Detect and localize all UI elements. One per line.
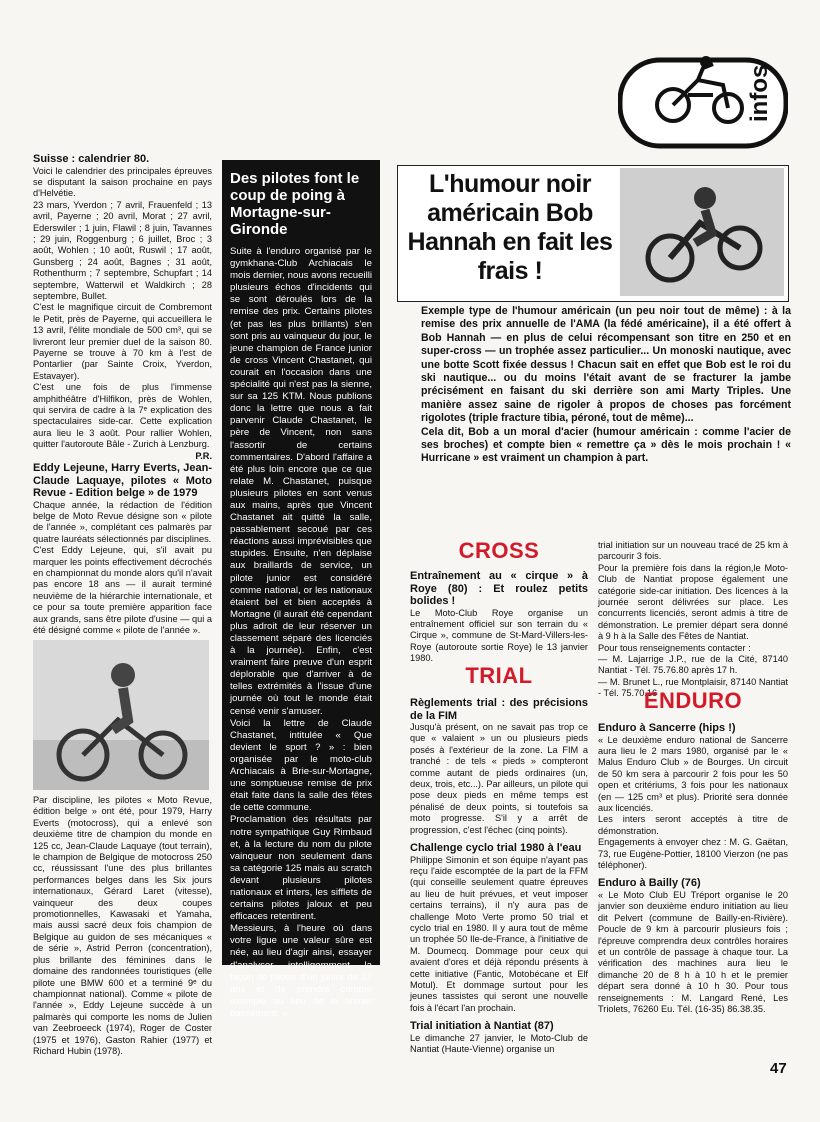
paragraph: trial initiation sur un nouveau tracé de 25 km à parcourir 3 fois. <box>598 540 788 562</box>
section-cross: CROSS <box>458 538 540 563</box>
headline-bailly: Enduro à Bailly (76) <box>598 877 701 890</box>
column-cross <box>410 570 588 665</box>
paragraph: C'est le magnifique circuit de Combremont le Petit, près de Payerne, qui accueillera le 13 avril, l'élite mondiale de 500 cm³, qui se livreront leur premier duel de la saison 80. Payerne se trouve à 70 km à l'est de Pontarlier (par Sainte Croix, Yverdon, Estavayer). <box>33 302 212 381</box>
paragraph: Engagements à envoyer chez : M. G. Gaëtan, 73, rue Eugène-Pottier, 18100 Vierzon (ne pas téléphoner). <box>598 837 788 870</box>
paragraph: Voici le calendrier des principales épreuves se disputant la saison prochaine en pays d'Helvétie. <box>33 165 212 199</box>
column-enduro <box>598 722 788 1015</box>
headline-mortagne: Des pilotes font le coup de poing à Mortagne-sur-Gironde <box>230 170 360 238</box>
paragraph: C'est une fois de plus l'immense amphithéâtre d'Hilfikon, près de Wohlen, qui servira de cadre à la 7ᵉ explication des spectaculaires side-car. Cette explication aura lieu le 3 août. Pour rallier Wohlen, quitter l'autoroute Bâle - Zurich à Lenzburg. <box>33 382 212 450</box>
column-nantiat <box>598 540 788 700</box>
headline-bob-hannah: L'humour noir américain Bob Hannah en fait les frais ! <box>407 170 613 285</box>
paragraph: « Le deuxième enduro national de Sancerre aura lieu le 2 mars 1980, organisé par le « Malus Enduro Club » de Bourges. Un circuit de 50 km sera à parcourir 2 fois pour les 50 open et critériums, 3 fois pour les nationaux (en — 125 cm³ et plus). Priorité sera donnée aux licenciés. <box>598 734 788 813</box>
paragraph: « Le Moto Club EU Tréport organise le 20 janvier son deuxième enduro initiation au lieu dit Pelvert (commune de Bailly-en-Rivière). Poucle de 9 km à parcourir plusieurs fois ; l'épreuve comprendra deux contrôles horaires et un contrôle de passage à chaque tour. La vérification des machines aura lieu le dimanche 20 de 8 h à 10 h et le premier départ sera donné à 10 h 30. Pour tous renseignements : M. Langard René, Les Triolets, 76260 Eu. Tél. (16-35) 86.38.35. <box>598 889 788 1014</box>
paragraph: Pour la première fois dans la région,le Moto-Club de Nantiat propose également une catégorie side-car initiation. Des licences à la journée seront délivrées sur place. Les concurrents licenciés, seront admis à titre de démonstration. Le premier départ sera donné à 9 h à la Salle des Fêtes de Nantiat. <box>598 562 788 642</box>
headline-sancerre: Enduro à Sancerre (hips !) <box>598 722 736 734</box>
headline-cyclo-trial: Challenge cyclo trial 1980 à l'eau <box>410 842 582 855</box>
column-trial <box>410 697 588 1056</box>
paragraph: Jusqu'à présent, on ne savait pas trop ce que « valaient » un ou plusieurs pieds posés à l'extérieur de la zone. La FIM a tranché : de tels « pieds » compteront comme autant de pieds ordinaires (un, deux, trois, etc...). Par ailleurs, un pilote qui pose deux pieds en même temps est pénalisé de deux points, si toutefois sa moto progresse. S'il y a arrêt de progression, c'est l'échec (cinq points). <box>410 722 588 835</box>
paragraph: Philippe Simonin et son équipe n'ayant pas reçu l'aide escomptée de la part de la FFM (qui conseille seulement quatre épreuves au lieu de huit prévues, et veut imposer certains terrains), il n'y aura pas de challenge Moto Verte promo 50 trial et cyclo trial en 1980. Il y aura tout de même un trophée 50 Ile-de-France, à l'initiative de M. Doumecq. Dommage pour ceux qui avaient d'ores et déjà répondu présents à cette initiative (Fantic, Motobécane et Elf Motul). Et dommage surtout pour les jeunes tassistes qui seront une nouvelle fois à l'écart l'an prochain. <box>410 854 588 1013</box>
paragraph: Le dimanche 27 janvier, le Moto-Club de Nantiat (Haute-Vienne) organise un <box>410 1032 588 1055</box>
caption-belges <box>33 795 212 1057</box>
page-number: 47 <box>770 1060 787 1077</box>
headline-suisse: Suisse : calendrier 80. <box>33 153 150 165</box>
headline-roye: Entraînement au « cirque » à Roye (80) : Et roulez petits bolides ! <box>410 570 588 607</box>
paragraph: Les inters seront acceptés à titre de démonstration. <box>598 814 788 836</box>
paragraph: Le Moto-Club Roye organise un entraînement officiel sur son terrain du « Cirque », commune de St-Mard-Villers-les-Roye (autoroute sortie Roye) le 13 janvier 1980. <box>410 607 588 664</box>
headline-pilotes-belges: Eddy Lejeune, Harry Everts, Jean-Claude Laquaye, pilotes « Moto Revue - Edition belge » de 1979 <box>33 462 212 500</box>
paragraph: — M. Lajarrige J.P., rue de la Cité, 87140 Nantiat - Tél. 75.76.80 après 17 h. <box>598 654 788 676</box>
paragraph: Exemple type de l'humour américain (un peu noir tout de même) : à la remise des prix annuelle de l'AMA (la fédé américaine), il a été offert à Bob Hannah — en plus de celui récompensant son titre en 250 et en super-cross — un trophée assez particulier... Un monoski nautique, avec une botte Scott fixée dessus ! Chacun sait en effet que Bob est le roi du ski nautique... ou du moins l'était avant de se fracturer la jambe précisément en faisant du ski derrière son ami Marty Triples. Une manière assez saine de rigoler à propos de choses pas forcément rigolotes (triple fracture tibia, péroné, tout de même)... <box>421 305 791 425</box>
signature: P.R. <box>195 450 212 461</box>
section-enduro: ENDURO <box>643 688 743 713</box>
paragraph: Cela dit, Bob a un moral d'acier (humour américain : comme l'acier de ses broches) et compte bien « remettre ça » dès le mois prochain ! « Hurricane » est vraiment un champion à part. <box>421 425 791 465</box>
section-trial: TRIAL <box>465 663 533 688</box>
paragraph: Proclamation des résultats par notre sympathique Guy Rimbaud et, à la lecture du nom du pilote vainqueur non seulement dans sa catégorie 125 mais au scratch devant plusieurs pilotes nationaux et inters, les sifflets de certains pilotes jaloux et peu efficaces retentirent. <box>230 814 372 923</box>
motocross-photo <box>620 168 784 296</box>
headline-fim: Règlements trial : des précisions de la FIM <box>410 697 588 722</box>
paragraph: — M. Brunet L., rue Montplaisir, 87140 Nantiat - Tél. 75.70.16 <box>598 676 788 699</box>
infos-badge <box>618 50 788 150</box>
paragraph: Pour tous renseignements contacter : <box>598 642 751 653</box>
column-suisse <box>33 153 212 636</box>
paragraph: 23 mars, Yverdon ; 7 avril, Frauenfeld ; 13 avril, Payerne ; 20 avril, Morat ; 27 avril, Ederswiler ; 1 juin, Flawil ; 8 juin, Tavannes ; 29 juin, Roggenburg ; 6 juillet, Broc ; 3 août, Wohlen ; 10 août, Ruswil ; 17 août, Gunsberg ; 24 août, Bagnes ; 31 août, Rothenthurm ; 7 septembre, Schupfart ; 14 septembre, Watterwil et Waldkirch ; 28 septembre, Bullet. <box>33 199 212 301</box>
paragraph: Messieurs, à l'heure où dans votre ligue une valeur sûre est née, au lieu d'agir ainsi, essayer d'analyser intelligemment la façon de piloter d'un junior de 17 ans et de prendre comme exemple au lieu de le brimer bassement. » <box>230 923 372 1019</box>
bob-hannah-text <box>421 305 791 466</box>
infos-label: infos <box>746 64 773 122</box>
mortagne-box <box>222 160 380 1019</box>
paragraph: Par discipline, les pilotes « Moto Revue, édition belge » ont été, pour 1979, Harry Everts (motocross), qui a enlevé son deuxième titre de champion du monde en 125 cc, Jean-Claude Laquaye (tout terrain), le champion de Belgique de motocross 250 cc, réussissant l'une des plus brillantes performances belges dans les Six jours internationaux, Gérard Laret (vitesse), vainqueur des deux coupes promotionnelles, Kawasaki et Yamaha, mais aussi sacré deux fois champion de Belgique au guidon de ses mécaniques « de série », Astrid Perron (concentration), plus brillante des féminines dans le domaine des randonnées touristiques (elle pilote une BMW 600 et a terminé 9ᵉ du championnat national). Comme « pilote de l'année », Eddy Lejeune succède à un palmarès qui comporte les noms de Julien van Zeebroeeck (1974), Roger de Coster (1975 et 1976), Gaston Rahier (1977) et Richard Hubin (1978). <box>33 795 212 1056</box>
headline-nantiat: Trial initiation à Nantiat (87) <box>410 1020 554 1033</box>
paragraph: C'est Eddy Lejeune, qui, s'il avait pu marquer les points effectivement décrochés en championnat du monde alors qu'il n'avait pas encore 18 ans — il aurait terminé neuvième de la hiérarchie internationale, et ce pour sa toute première apparition face aux grands, sans être pilote d'usine — qui a été désigné comme « pilote de l'année ». <box>33 545 212 636</box>
paragraph: Voici la lettre de Claude Chastanet, intitulée « Que devient le sport ? » : bien organisée par le moto-club Archiacais à Brie-sur-Mortagne, une somptueuse remise de prix était faite dans la salle des fêtes de cette commune. <box>230 717 372 814</box>
mortagne-body <box>222 246 380 1020</box>
rider-photo <box>33 640 209 790</box>
paragraph: Chaque année, la rédaction de l'édition belge de Moto Revue désigne son « pilote de l'année », complétant ces palmarès par quatre lauréats sélectionnés par disciplines. <box>33 499 212 544</box>
paragraph: Suite à l'enduro organisé par le gymkhana-Club Archiacais le mois dernier, nous avons recueilli plusieurs échos d'incidents qui se sont déroulés lors de la remise des prix. Certains pilotes (et pas les plus brillants) s'en sont pris au vainqueur du jour, le jeune champion de France junior de cross Vincent Chastanet, qui courait en l'occasion dans une spécialité qui n'est pas la sienne, sur sa 125 KTM. Nous publions donc la lettre que nous a fait parvenir Claude Chastanet, le père de Vincent, non sans l'assortir de certains commentaires. D'abord l'affaire a été plus loin encore que ce que relate M. Chastanet, puisque plusieurs pilotes en sont venus aux mains, après que Vincent Chastanet ait quitté la salle, passablement secoué par ces réactions aussi imprévisibles que stupides. Ensuite, n'en déplaise aux braillards de service, un pilote junior est considéré comme national, or les nationaux étaient bel et bien acceptés à Mortagne (il aurait été cependant plus adroit de leur réserver un classement séparé des licenciés à la journée). Enfin, c'est vraiment faire preuve d'un esprit déplorable que d'arriver à de telles extrémités à l'issue d'une journée où tout le monde était censé venir s'amuser. <box>230 246 372 717</box>
